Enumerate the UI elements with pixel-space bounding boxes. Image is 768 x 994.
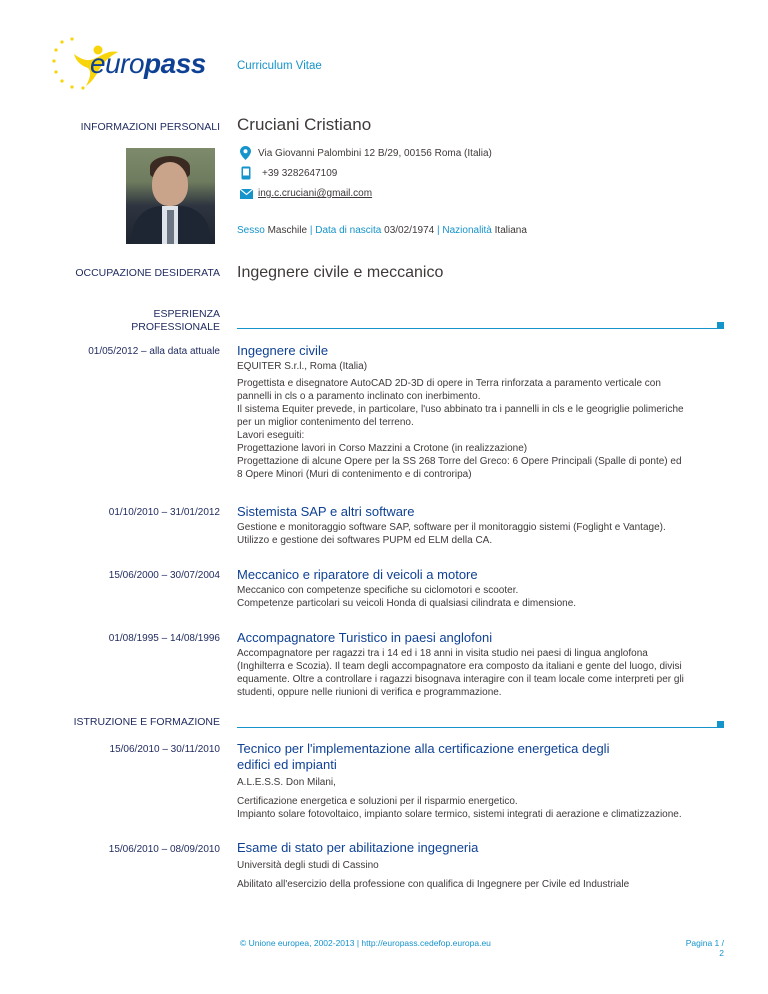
email-envelope-icon: [240, 189, 253, 199]
description-line: Certificazione energetica e soluzioni per il risparmio energetico.: [237, 796, 518, 807]
description-line: Utilizzo e gestione dei softwares PUPM ed ELM della CA.: [237, 535, 493, 546]
desired-job-value: Ingegnere civile e meccanico: [237, 264, 444, 281]
education-description: [237, 878, 629, 891]
personal-info-label: INFORMAZIONI PERSONALI: [80, 121, 220, 133]
education-dates: 15/06/2010 – 08/09/2010: [108, 844, 220, 855]
birth-label: Data di nascita: [315, 225, 382, 236]
section-divider-marker: [717, 721, 724, 728]
birth-value: 03/02/1974: [384, 225, 435, 236]
cv-label: Curriculum Vitae: [237, 60, 322, 72]
education-institution: A.L.E.S.S. Don Milani,: [237, 777, 336, 788]
education-description: [237, 795, 682, 821]
description-line: Competenze particolari su veicoli Honda di qualsiasi cilindrata e dimensione.: [237, 598, 577, 609]
education-label: ISTRUZIONE E FORMAZIONE: [73, 716, 220, 728]
experience-dates: 01/10/2010 – 31/01/2012: [108, 507, 220, 518]
description-line: Progettazione lavori in Corso Mazzini a Crotone (in realizzazione): [237, 443, 528, 454]
education-dates: 15/06/2010 – 30/11/2010: [109, 744, 220, 755]
experience-description: [237, 521, 666, 547]
description-line: (Inghilterra e Scozia). Il team degli accompagnatore era composto da italiani e gente del luogo, divisi: [237, 661, 682, 672]
full-name: Cruciani Cristiano: [237, 115, 372, 134]
experience-description: [237, 647, 684, 699]
desired-job-label: OCCUPAZIONE DESIDERATA: [75, 267, 220, 279]
education-title: Esame di stato per abilitazione ingegneria: [237, 840, 479, 855]
experience-dates: 01/05/2012 – alla data attuale: [88, 346, 220, 357]
experience-description: [237, 584, 576, 610]
description-line: Il sistema Equiter prevede, in particolare, l'uso abbinato tra i pannelli in cls e le geogriglie polimeriche: [237, 404, 684, 415]
experience-employer: EQUITER S.r.l., Roma (Italia): [237, 361, 368, 372]
description-line: Lavori eseguiti:: [237, 430, 305, 441]
phone: +39 3282647109: [262, 168, 338, 179]
profile-photo: [126, 148, 215, 244]
description-line: Impianto solare fotovoltaico, impianto solare termico, sistemi integrati di aerazione e climatizzazione.: [237, 809, 682, 820]
education-institution: Università degli studi di Cassino: [237, 860, 379, 871]
experience-label-line2: PROFESSIONALE: [131, 321, 220, 333]
location-pin-icon: [240, 146, 251, 160]
separator: |: [437, 225, 440, 236]
description-line: Meccanico con competenze specifiche su ciclomotori e scooter.: [237, 585, 519, 596]
logo-pass-text: pass: [144, 48, 206, 79]
personal-details-line: [237, 224, 527, 237]
education-title-line: Tecnico per l'implementazione alla certificazione energetica degli: [237, 741, 610, 756]
address: Via Giovanni Palombini 12 B/29, 00156 Roma (Italia): [258, 148, 492, 159]
description-line: Abilitato all'esercizio della professione con qualifica di Ingegnere per Civile ed Industriale: [237, 879, 630, 890]
europass-logo: [52, 36, 227, 94]
experience-description: [237, 377, 684, 481]
experience-title: Meccanico e riparatore di veicoli a motore: [237, 567, 478, 582]
nationality-label: Nazionalità: [442, 225, 492, 236]
logo-euro-text: euro: [90, 48, 145, 79]
experience-title: Accompagnatore Turistico in paesi anglofoni: [237, 630, 493, 645]
experience-title: Ingegnere civile: [237, 343, 329, 358]
experience-dates: 01/08/1995 – 14/08/1996: [108, 633, 220, 644]
nationality-value: Italiana: [494, 225, 527, 236]
description-line: pannelli in cls o a paramento inclinato con inerbimento.: [237, 391, 481, 402]
experience-title: Sistemista SAP e altri software: [237, 504, 415, 519]
footer-copyright: © Unione europea, 2002-2013 | http://europass.cedefop.europa.eu: [240, 938, 491, 948]
section-divider-marker: [717, 322, 724, 329]
description-line: Progettista e disegnatore AutoCAD 2D-3D di opere in Terra rinforzata a paramento verticale con: [237, 378, 661, 389]
description-line: per un miglior contenimento del terreno.: [237, 417, 414, 428]
experience-label-line1: ESPERIENZA: [153, 308, 220, 320]
mobile-phone-icon: [241, 166, 251, 180]
education-title-line: edifici ed impianti: [237, 757, 337, 772]
sex-label: Sesso: [237, 225, 265, 236]
description-line: Progettazione di alcune Opere per la SS 268 Torre del Greco: 6 Opere Principali (Spalle di ponte) ed: [237, 456, 682, 467]
section-divider: [237, 727, 717, 728]
description-line: Accompagnatore per ragazzi tra i 14 ed i 18 anni in visita studio nei paesi di lingua anglofona: [237, 648, 648, 659]
description-line: 8 Opere Minori (Muri di contenimento e di controripa): [237, 469, 472, 480]
education-title: [237, 741, 609, 773]
experience-label: [0, 308, 220, 334]
description-line: Gestione e monitoraggio software SAP, software per il monitoraggio sistemi (Foglight e Vantage).: [237, 522, 666, 533]
description-line: studenti, oppure nelle riunioni di verifica e programmazione.: [237, 687, 502, 698]
footer-page-number: Pagina 1 / 2: [685, 938, 724, 958]
sex-value: Maschile: [267, 225, 308, 236]
experience-dates: 15/06/2000 – 30/07/2004: [108, 570, 220, 581]
separator: |: [309, 225, 313, 236]
section-divider: [237, 328, 717, 329]
description-line: equamente. Oltre a controllare i ragazzi bisognava interagire con il team locale come interpreti per gli: [237, 674, 684, 685]
email-link[interactable]: ing.c.cruciani@gmail.com: [258, 188, 373, 199]
